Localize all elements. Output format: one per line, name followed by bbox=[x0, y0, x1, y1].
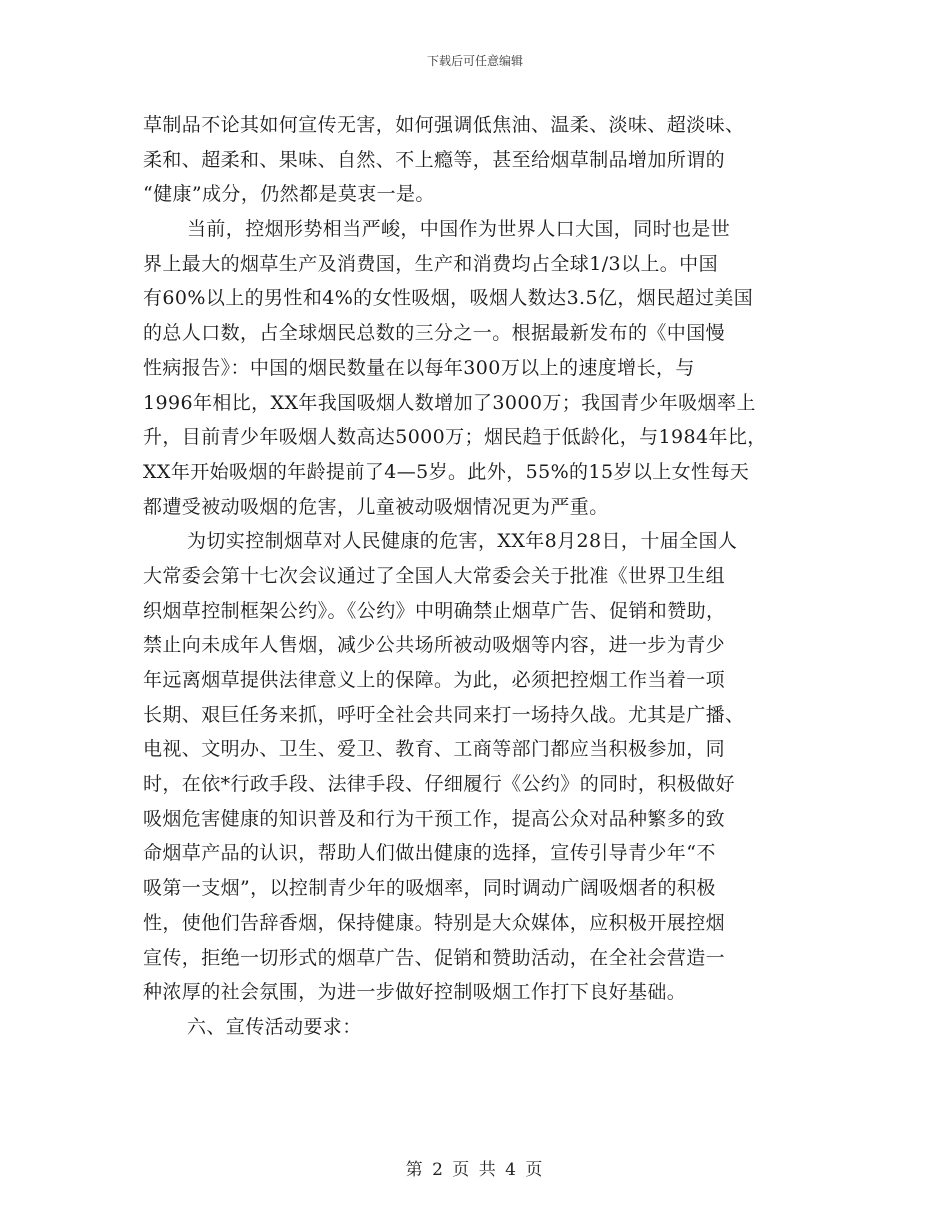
page-footer: 第 2 页 共 4 页 bbox=[405, 1160, 545, 1180]
document-body bbox=[143, 108, 823, 1045]
text-line: 织烟草控制框架公约》。《公约》中明确禁止烟草广告、促销和赞助， bbox=[143, 599, 726, 622]
text-line: 年远离烟草提供法律意义上的保障。为此，必须把控烟工作当着一项 bbox=[143, 669, 726, 691]
text-line: 草制品不论其如何宣传无害，如何强调低焦油、温柔、淡味、超淡味、 bbox=[143, 114, 745, 136]
text-line: 种浓厚的社会氛围，为进一步做好控制吸烟工作打下良好基础。 bbox=[143, 981, 687, 1004]
text-line: 电视、文明办、卫生、爱卫、教育、工商等部门都应当积极参加，同 bbox=[143, 738, 726, 761]
text-line: 性，使他们告辞香烟，保持健康。特别是大众媒体，应积极开展控烟 bbox=[143, 911, 726, 934]
text-line: 禁止向未成年人售烟，减少公共场所被动吸烟等内容，进一步为青少 bbox=[143, 634, 726, 657]
text-line: 时，在依*行政手段、法律手段、仔细履行《公约》的同时，积极做好 bbox=[143, 773, 735, 796]
text-line: 命烟草产品的认识，帮助人们做出健康的选择，宣传引导青少年“不 bbox=[143, 842, 716, 865]
text-line: 界上最大的烟草生产及消费国，生产和消费均占全球1/3以上。中国 bbox=[143, 252, 718, 275]
text-line: 升，目前青少年吸烟人数高达5000万；烟民趋于低龄化，与1984年比， bbox=[143, 426, 767, 449]
text-line: 吸第一支烟”，以控制青少年的吸烟率，同时调动广阔吸烟者的积极 bbox=[143, 877, 716, 900]
text-line: 为切实控制烟草对人民健康的危害，XX年8月28日，十届全国人 bbox=[187, 530, 738, 553]
text-line: 宣传，拒绝一切形式的烟草广告、促销和赞助活动，在全社会营造一 bbox=[143, 946, 726, 969]
text-line: 长期、艰巨任务来抓，呼吁全社会共同来打一场持久战。尤其是广播、 bbox=[143, 703, 745, 726]
text-line: 大常委会第十七次会议通过了全国人大常委会关于批准《世界卫生组 bbox=[143, 564, 726, 587]
text-line: 吸烟危害健康的知识普及和行为干预工作，提高公众对品种繁多的致 bbox=[143, 807, 726, 830]
text-line: 都遭受被动吸烟的危害，儿童被动吸烟情况更为严重。 bbox=[143, 495, 609, 518]
text-line: 六、宣传活动要求： bbox=[187, 1015, 362, 1038]
text-line: XX年开始吸烟的年龄提前了4—5岁。此外，55%的15岁以上女性每天 bbox=[143, 460, 750, 483]
text-line: 有60%以上的男性和4%的女性吸烟，吸烟人数达3.5亿，烟民超过美国 bbox=[143, 287, 754, 310]
text-line: 柔和、超柔和、果味、自然、不上瘾等，甚至给烟草制品增加所谓的 bbox=[143, 148, 726, 171]
text-line: 1996年相比，XX年我国吸烟人数增加了3000万；我国青少年吸烟率上 bbox=[143, 391, 756, 414]
page-header: 下载后可任意编辑 bbox=[426, 54, 523, 68]
text-line: 性病报告》：中国的烟民数量在以每年300万以上的速度增长，与 bbox=[143, 356, 695, 379]
text-line: 当前，控烟形势相当严峻，中国作为世界人口大国，同时也是世 bbox=[187, 218, 731, 241]
text-line: “健康”成分，仍然都是莫衷一是。 bbox=[143, 183, 435, 206]
text-line: 的总人口数，占全球烟民总数的三分之一。根据最新发布的《中国慢 bbox=[143, 322, 726, 345]
